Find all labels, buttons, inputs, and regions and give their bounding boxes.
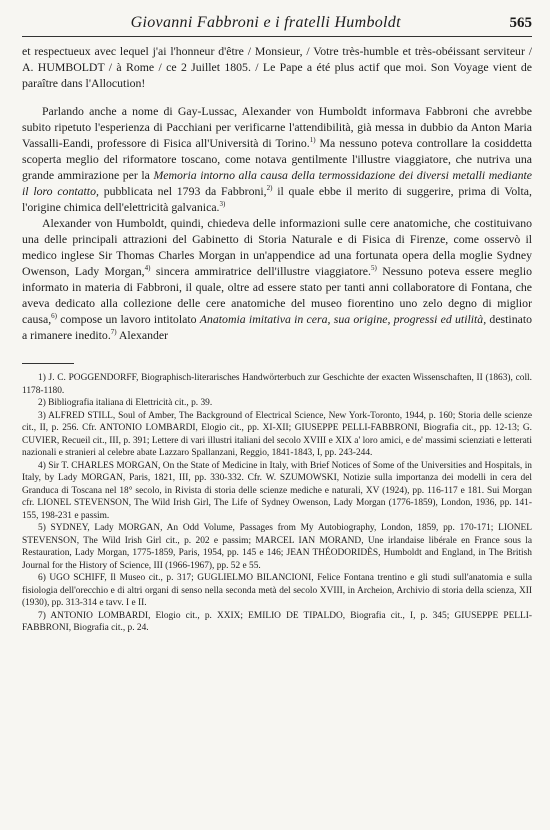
footnote-ref-5: 5) xyxy=(370,264,377,273)
footnote-ref-6: 6) xyxy=(51,312,57,321)
running-header xyxy=(22,14,532,37)
footnote-divider xyxy=(22,363,74,364)
memoria-title: Memoria intorno alla causa della termossidazione dei diversi metalli mediante il loro contatto, xyxy=(22,168,533,198)
footnote-4: 4) Sir T. CHARLES MORGAN, On the State of Medicine in Italy, with Brief Notices of Some of the Universities and Hospitals, in Italy, by Lady MORGAN, Paris, 1821, III, pp. 330-332. Cfr. W. SZUMOWSKI, Notizie sulla importanza dei modelli in cera del Granduca di Toscana nel 18° secolo, in Rivista di storia delle scienze mediche e naturali, XV (1924), pp. 116-117 e 181. Sui Morgan cfr. LIONEL STEVENSON, The Wild Irish Girl, The Life of Sydney Owenson, Lady Morgan (1776-1859), London, 1936, pp. 141-155, 198-231 e passim. xyxy=(22,460,532,521)
footnote-ref-4: 4) xyxy=(144,264,151,273)
body-text xyxy=(22,43,532,343)
anatomia-title: Anatomia imitativa in cera, sua origine, progressi ed utilità, xyxy=(199,312,487,326)
footnote-3: 3) ALFRED STILL, Soul of Amber, The Background of Electrical Science, New York-Toronto, 1944, p. 160; Storia delle scienze cit., II, p. 256. Cfr. ANTONIO LOMBARDI, Elogio cit., pp. XI-XII; GIUSEPPE PELLI-FABBRONI, Biografia cit., pp. 12-13; G. CUVIER, Recueil cit., III, p. 391; Lettere di vari illustri italiani del secolo XVIII e XIX a' loro amici, e de' massimi scienziati e letterati nazionali e stranieri al celebre abate Lazzaro Spallanzani, Reggio, 1841-1843, I, pp. 243-244. xyxy=(22,410,532,458)
footnote-7: 7) ANTONIO LOMBARDI, Elogio cit., p. XXIX; EMILIO DE TIPALDO, Biografia cit., I, p. 345; GIUSEPPE PELLI-FABBRONI, Biografia cit., p. 24. xyxy=(22,610,532,633)
footnote-ref-7: 7) xyxy=(110,328,117,337)
footnote-6: 6) UGO SCHIFF, Il Museo cit., p. 317; GUGLIELMO BILANCIONI, Felice Fontana trentino e gli studi sull'anatomia e sulla fisiologia dell'orecchio e di altri organi di senso nella seconda metà del secolo XVIII, in Archeion, Archivio di storia della scienza, XII (1930), pp. 313-314 e tavv. I e II. xyxy=(22,573,532,608)
footnote-ref-2: 2) xyxy=(266,184,273,193)
page-number: 565 xyxy=(509,15,532,31)
footnote-ref-1: 1) xyxy=(309,136,316,145)
paragraph-cere-anatomiche: Alexander von Humboldt, quindi, chiedeva delle informazioni sulle cere anatomiche, che costituivano una delle principali attrazioni del Gabinetto di Storia Naturale e di Fisica di Firenze, come osservò il medico inglese Sir Thomas Charles Morgan in un'appendice ad una fortunata opera della moglie Sydney Owenson, Lady Morgan,$^{4)}$ sincera ammiratrice dell'illustre viaggiatore.$^{5)}$ Nessuno poteva essere meglio informato in materia di Fabbroni, il quale, oltre ad essere stato per tanti anni collaboratore di Fontana, che aveva dedicato alla collezione delle cere anatomiche del museo fiorentino uno zelo degno di miglior causa,$^{6)}$ compose un lavoro intitolato Anatomia imitativa in cera, sua origine, progressi ed utilità, destinato a rimanere inedito.$^{7)}$ Alexander xyxy=(22,216,533,342)
running-title: Giovanni Fabbroni e i fratelli Humboldt xyxy=(130,14,401,31)
footnote-2: 2) Bibliografia italiana di Elettricità cit., p. 39. xyxy=(38,398,213,408)
letter-closing-paragraph: et respectueux avec lequel j'ai l'honneur d'être / Monsieur, / Votre très-humble et très-obéissant serviteur / A. HUMBOLDT / à Rome / ce 2 Juillet 1805. / Le Pape a été plus actif que moi. Son Voyage vient de paraître dans l'Allocution! xyxy=(22,44,532,90)
paragraph-gay-lussac: Parlando anche a nome di Gay-Lussac, Alexander von Humboldt informava Fabbroni che avrebbe subito ripetuto l'esperienza di Pacchiani per verificarne l'attendibilità, già messa in dubbio da Anton Maria Vassalli-Eandi, professore di Fisica all'Università di Torino.$^{1)}$ Ma nessuno poteva controllare la cosiddetta scoperta meglio del riformatore toscano, come notava gentilmente l'illustre viaggiatore, che nutriva una grande ammirazione per la Memoria intorno alla causa della termossidazione dei diversi metalli mediante il loro contatto, pubblicata nel 1793 da Fabbroni,$^{2)}$ il quale ebbe il merito di suggerire, prima di Volta, l'origine chimica dell'elettricità galvanica.$^{3)}$ xyxy=(22,104,533,214)
footnote-5: 5) SYDNEY, Lady MORGAN, An Odd Volume, Passages from My Autobiography, London, 1859, pp. 170-171; LIONEL STEVENSON, The Wild Irish Girl cit., p. 202 e passim; MARCEL IAN MORAND, Une irlandaise libérale en France sous la Restauration, Lady Morgan, 1775-1859, Paris, 1954, pp. 145 e 146; JEAN THÉODORIDÈS, Humboldt and England, in The British Journal for the History of Science, III (1966-1967), pp. 52 e 55. xyxy=(22,523,532,571)
footnote-1: 1) J. C. POGGENDORFF, Biographisch-literarisches Handwörterbuch zur Geschichte der exacten Wissenschaften, II (1863), coll. 1178-1180. xyxy=(22,373,532,396)
footnote-ref-3: 3) xyxy=(219,200,226,209)
footnotes xyxy=(22,372,532,635)
